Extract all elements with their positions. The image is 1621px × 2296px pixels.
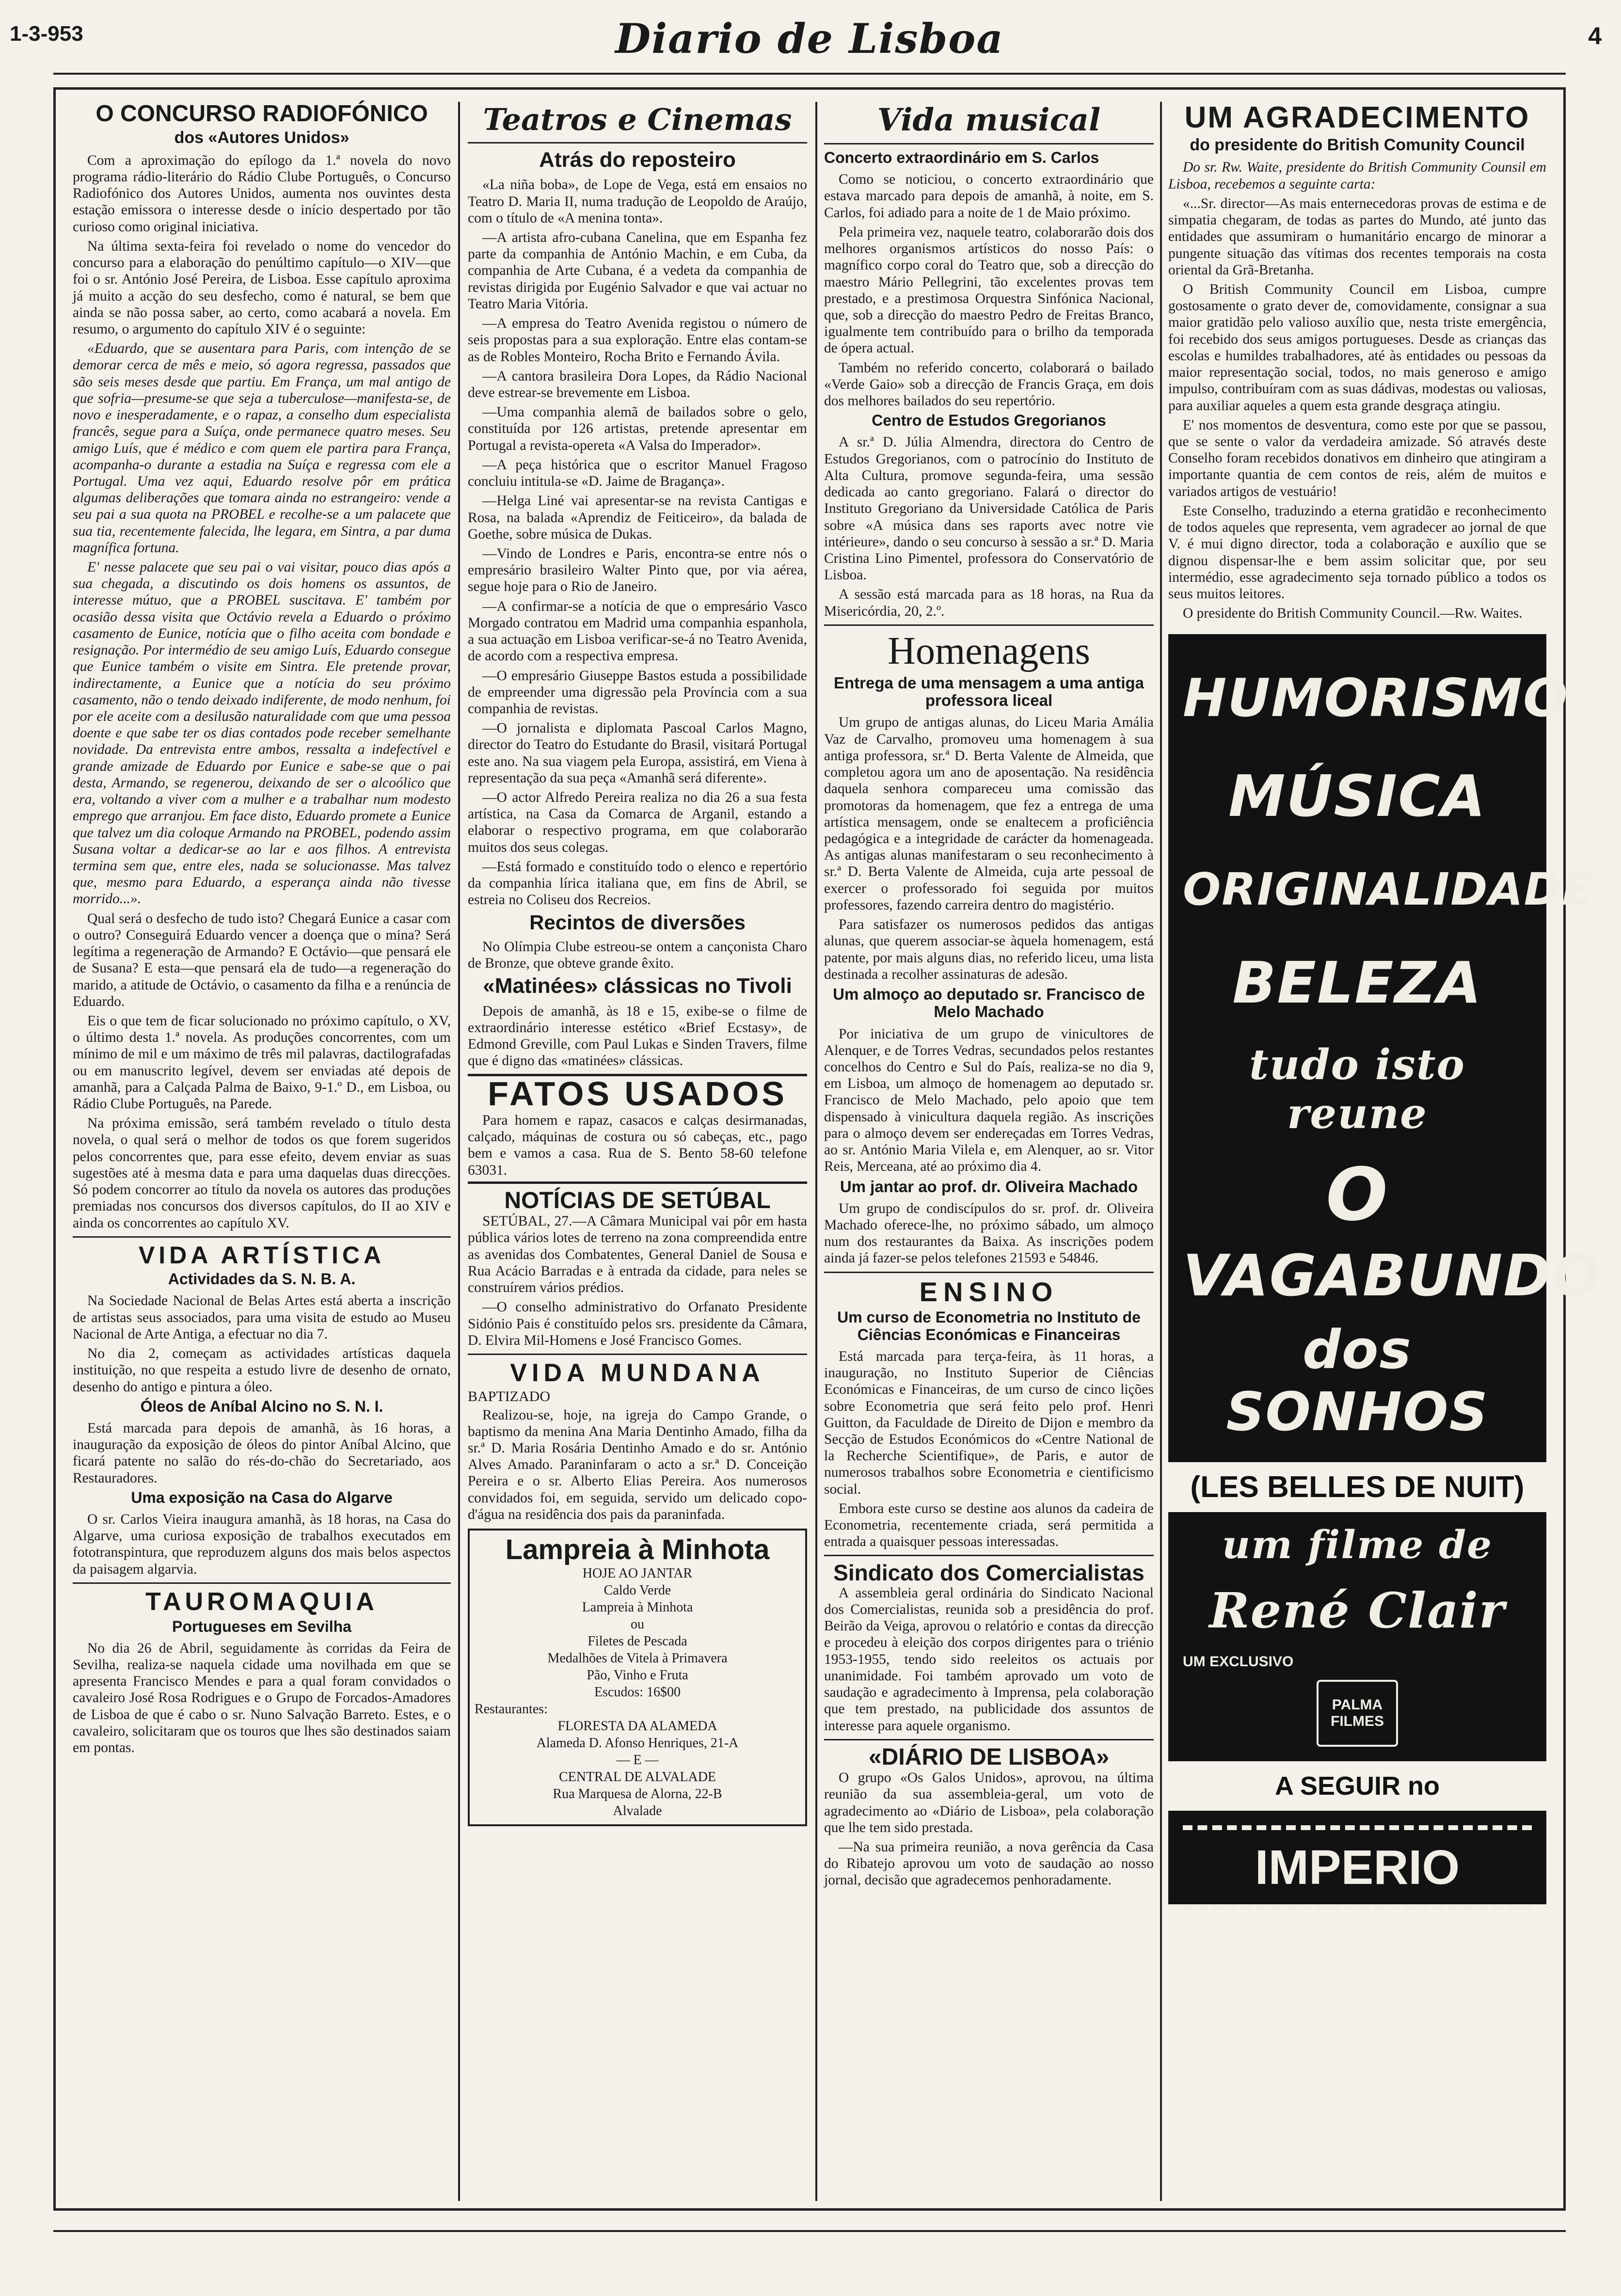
article-paragraph: Também no referido concerto, colaborará o bailado «Verde Gaio» sob a direcção de Francis Graça, em dois dos melhores bailados do seu repertório. [824, 360, 1154, 409]
article-paragraph: Na última sexta-feira foi revelado o nome do vencedor do concurso para a elaboração do penúltimo capítulo—o XIV—que foi o sr. António José Pereira, de Lisboa. Esse capítulo aproxima já muito a acção do seu desfecho, como é natural, se bem que ainda se não possa saber, ao certo, como acabará a novela. Em resumo, o argumento do capítulo XIV é o seguinte: [73, 238, 451, 337]
ad-line: Pão, Vinho e Fruta [587, 1668, 688, 1683]
ad-sonhos: dos SONHOS [1226, 1319, 1489, 1443]
section-divider [824, 1555, 1154, 1556]
ad-a-seguir: A SEGUIR no [1168, 1761, 1546, 1811]
concurso-title: O CONCURSO RADIOFÓNICO [95, 101, 428, 127]
column-divider [1160, 102, 1162, 2201]
article-paragraph: A assembleia geral ordinária do Sindicato Nacional dos Comercialistas, reunida sob a presidência do prof. Beirão da Veiga, aprovou o relatório e contas da direcção e procedeu à eleição dos corpos dirigentes para o triénio 1953-1955, tendo sido reeleitos os actuais por unanimidade. Foi também aprovado um voto de saudação e agradecimento à Imprensa, pela colaboração que tem prestado, na publicidade dos assuntos de interesse para aquele organismo. [824, 1585, 1154, 1734]
article-paragraph: —A empresa do Teatro Avenida registou o número de seis propostas para a sua exploração. Entre elas contam-se as de Robles Monteiro, Rocha Brito e Fernando Ávila. [468, 316, 807, 365]
teatros-title: Teatros e Cinemas [483, 102, 792, 137]
article-paragraph: «...Sr. director—As mais enternecedoras provas de estima e de simpatia chegaram, de todas as partes do Mundo, até junto das entidades que assumiram o humanitário encargo de minorar a pungente situação das vítimas dos recentes temporais na costa oriental da Grã-Bretanha. [1168, 195, 1546, 278]
ad-line: Escudos: 16$00 [594, 1685, 681, 1700]
ad-line: Alvalade [613, 1803, 662, 1818]
section-divider [824, 1272, 1154, 1273]
article-paragraph: —O actor Alfredo Pereira realiza no dia 26 a sua festa artística, na Casa da Comarca de Arganil, estando a elaborar o respectivo programa, em que colaborarão muitos dos seus colegas. [468, 790, 807, 855]
article-subtitle: Concerto extraordinário em S. Carlos [824, 149, 1099, 166]
section-divider [73, 1582, 451, 1584]
article-subtitle: Óleos de Aníbal Alcino no S. N. I. [140, 1397, 383, 1415]
column-2 [468, 102, 807, 2201]
ad-exclusivo: UM EXCLUSIVO [1183, 1654, 1294, 1670]
ad-line: Restaurantes: [475, 1702, 548, 1717]
article-paragraph: —O empresário Giuseppe Bastos estuda a possibilidade de empreender uma digressão pela Província com a sua companhia de revistas. [468, 668, 807, 717]
article-paragraph: Um grupo de antigas alunas, do Liceu Maria Amália Vaz de Carvalho, promoveu uma homenagem à sua antiga professora, sr.ª D. Berta Valente de Almeida, que completou agora um ano de aposentação. Na residência daquela senhora compareceu uma comissão das promotoras da homenagem, que fez a entrega de uma artística mensagem, onde se enaltecem a proficiência pedagógica e a integridade de carácter da homenageada. As antigas alunas manifestaram o seu reconhecimento à sr.ª D. Berta Valente de Almeida, cuja arte pessoal de exercer o professorado foi seguida por muitos professores, fazendo carreira dentro do magistério. [824, 715, 1154, 913]
article-subtitle: do presidente do British Comunity Council [1190, 136, 1525, 155]
article-subtitle: Atrás do reposteiro [539, 148, 736, 172]
lampreia-ad [468, 1529, 807, 1826]
section-divider [73, 1236, 451, 1238]
article-subtitle: Actividades da S. N. B. A. [168, 1270, 356, 1288]
masthead-title: Diario de Lisboa [615, 15, 1004, 63]
article-paragraph: No dia 26 de Abril, seguidamente às corridas da Feira de Sevilha, realiza-se naquela cidade uma novilhada em que se apresenta Francisco Mendes e para a qual foram convidados o cavaleiro José Rosa Rodrigues e o Grupo de Forcados-Amadores de Lisboa de que é cabo o sr. Nuno Salvação Barreto. Estes, e o cavaleiro, solicitaram que os touros que lhes são destinados saiam em pontas. [73, 1640, 451, 1755]
section-divider [824, 143, 1154, 144]
article-paragraph: Para satisfazer os numerosos pedidos das antigas alunas, que querem associar-se àquela homenagem, está patente, por mais alguns dias, no referido liceu, uma lista destinada a recolher assinaturas de adesão. [824, 917, 1154, 982]
column-3 [824, 102, 1154, 2201]
article-paragraph: «La niña boba», de Lope de Vega, está em ensaios no Teatro D. Maria II, numa tradução de Leopoldo de Araújo, com o título de «A menina tonta». [468, 177, 807, 226]
ad-text: Para homem e rapaz, casacos e calças desirmanadas, calçado, máquinas de costura ou só cabeças, etc., pago bem e vamos a casa. Rua de S. Bento 58-60 telefone 63031. [468, 1112, 807, 1178]
article-subtitle: Um curso de Econometria no Instituto de Ciências Económicas e Financeiras [837, 1308, 1141, 1343]
ad-line: HOJE AO JANTAR [582, 1566, 693, 1581]
ad-musica: MÚSICA [1228, 763, 1487, 830]
top-rule [53, 73, 1566, 75]
article-paragraph: Como se noticiou, o concerto extraordinário que estava marcado para depois de amanhã, à noite, em S. Carlos, foi adiado para a noite de 1 de Maio próximo. [824, 172, 1154, 221]
article-intro: Do sr. Rw. Waite, presidente do British Community Counsil em Lisboa, recebemos a seguinte carta: [1168, 159, 1546, 192]
ensino-title: ENSINO [919, 1276, 1059, 1307]
ad-line: Rua Marquesa de Alorna, 22-B [553, 1786, 722, 1802]
column-4 [1168, 101, 1602, 2201]
tauromaquia-title: TAUROMAQUIA [145, 1587, 378, 1616]
article-paragraph: Está marcada para terça-feira, às 11 horas, a inauguração, no Instituto Superior de Ciências Económicas e Financeiras, de um curso de cinco lições sobre Econometria que será feito pelo prof. Henri Guitton, da Faculdade de Direito de Dijon e membro da Secção de Estudos Económicos do «Centre National de la Recherche Scientifique», de Paris, e autor de numerosos trabalhos sobre Econometria e cientificismo social. [824, 1348, 1154, 1497]
ad-line: Caldo Verde [604, 1583, 671, 1598]
ad-line: ou [631, 1617, 644, 1632]
ad-originalidade: ORIGINALIDADE [1183, 863, 1593, 916]
agradecimento-title: UM AGRADECIMENTO [1184, 101, 1530, 134]
ad-line: Filetes de Pescada [588, 1634, 687, 1649]
article-paragraph: —Está formado e constituído todo o elenco e repertório da companhia lírica italiana que, em fins de Abril, se estreia no Coliseu dos Recreios. [468, 859, 807, 908]
article-paragraph: Qual será o desfecho de tudo isto? Chegará Eunice a casar com o outro? Conseguirá Eduardo vencer a doença que o mina? Será legítima a regeneração de Armando? E Octávio—que pensará ele de Susana? E esta—que pensará ela de tudo—a regeneração do marido, a atitude de Octávio, o casamento da filha e a renúncia de Eduardo. [73, 910, 451, 1009]
ad-line: FLORESTA DA ALAMEDA [557, 1719, 717, 1734]
article-paragraph: No Olímpia Clube estreou-se ontem a cançonista Charo de Bronze, que obteve grande êxito. [468, 939, 807, 971]
ad-line: — E — [616, 1753, 659, 1768]
article-paragraph: Está marcada para depois de amanhã, às 16 horas, a inauguração da exposição de óleos do pintor Aníbal Alcino, que ficará patente no salão do rés-do-chão do Secretariado, aos Restauradores. [73, 1420, 451, 1486]
article-paragraph: O British Community Council em Lisboa, cumpre gostosamente o grato dever de, comovidamente, consignar a sua maior gratidão pelo valioso auxílio que, nesta triste emergência, foi recebido dos seus amigos portugueses. Desde as crianças das escolas e humildes trabalhadores, até às entidades ou pessoas da maior representação social, todos, no mais generoso e amigo impulso, contribuíram com as suas dádivas, modestas ou valiosas, para auxiliar aqueles a quem esta grande desgraça atingiu. [1168, 282, 1546, 414]
ad-o: O [1326, 1153, 1389, 1238]
dl-title: «DIÁRIO DE LISBOA» [868, 1744, 1110, 1770]
ad-line: CENTRAL DE ALVALADE [558, 1770, 716, 1785]
article-subtitle: Recintos de diversões [529, 910, 746, 934]
article-paragraph: O presidente do British Community Council.—Rw. Waites. [1183, 606, 1523, 622]
ad-humorismo: HUMORISMO [1183, 668, 1569, 729]
article-paragraph: Na Sociedade Nacional de Belas Artes está aberta a inscrição de artistas seus associados, para uma visita de estudo ao Museu Nacional de Arte Antiga, a efectuar no dia 7. [73, 1293, 451, 1342]
article-paragraph: Embora este curso se destine aos alunos da cadeira de Econometria, recentemente criada, será permitida a entrada a quaisquer pessoas interessadas. [824, 1500, 1154, 1550]
article-paragraph: Um grupo de condiscípulos do sr. prof. dr. Oliveira Machado oferece-lhe, no próximo sábado, um almoço num dos restaurantes da Baixa. As inscrições podem ainda já fazer-se pelos telefones 21593 e 54846. [824, 1200, 1154, 1266]
article-paragraph: —O conselho administrativo do Orfanato Presidente Sidónio Pais é constituído pelos srs. presidente da Câmara, D. Elvira Mil-Homens e José Francisco Gomes. [468, 1299, 807, 1348]
article-paragraph: O sr. Carlos Vieira inaugura amanhã, às 18 horas, na Casa do Algarve, uma curiosa exposição de trabalhos executados em fototranspintura, que reproduzem alguns dos mais belos aspectos da paisagem algarvia. [73, 1512, 451, 1577]
column-1 [73, 102, 451, 2201]
ad-line: Alameda D. Afonso Henriques, 21-A [536, 1736, 739, 1751]
article-paragraph: O grupo «Os Galos Unidos», aprovou, na última reunião da sua assembleia-geral, um voto de agradecimento ao «Diário de Lisboa», pela colaboração que lhe tem sido prestada. [824, 1770, 1154, 1835]
article-paragraph: —A peça histórica que o escritor Manuel Fragoso concluiu intitula-se «D. Jaime de Bragança». [468, 457, 807, 490]
article-subtitle: Portugueses em Sevilha [172, 1617, 351, 1635]
article-paragraph: No dia 2, começam as actividades artísticas daquela instituição, no que respeita a estudo livre de desenho de ornato, desenho do antigo e pintura a óleo. [73, 1346, 451, 1395]
article-subtitle: Um almoço ao deputado sr. Francisco de Melo Machado [833, 985, 1145, 1021]
bottom-rule [53, 2230, 1566, 2232]
concurso-subtitle: dos «Autores Unidos» [174, 128, 350, 147]
fatos-title: FATOS USADOS [488, 1075, 787, 1113]
article-paragraph: Realizou-se, hoje, na igreja do Campo Grande, o baptismo da menina Ana Maria Dentinho Amado, filha da sr.ª D. Maria Rosária Dentinho Amado e do sr. António Alves Amado. Paraninfaram o acto a sr.ª D. Conceição Pereira e o sr. Alberto Elias Pereira. Aos numerosos convidados foi, em seguida, servido um delicado copo-d'água na residência dos pais da paraninfada. [468, 1407, 807, 1522]
article-paragraph: —A confirmar-se a notícia de que o empresário Vasco Morgado contratou em Madrid uma companhia espanhola, a sua actuação em Lisboa verificar-se-á no Teatro Avenida, de acordo com a respectiva empresa. [468, 598, 807, 664]
article-paragraph: Com a aproximação do epílogo da 1.ª novela do novo programa rádio-literário do Rádio Clube Português, o Concurso Radiofónico dos Autores Unidos, aumenta nos ouvintes desta estação emissora o interesse desde o início despertado por tão curioso como original iniciativa. [73, 152, 451, 235]
article-paragraph: —Vindo de Londres e Paris, encontra-se entre nós o empresário brasileiro Walter Pinto que, por via aérea, segue hoje para o Rio de Janeiro. [468, 545, 807, 595]
article-paragraph: —O jornalista e diplomata Pascoal Carlos Magno, director do Teatro do Estudante do Brasil, visitará Portugal este ano. Na sua viagem pela Europa, assistirá, em Viena à representação da sua peça «Amanhã será diferente». [468, 720, 807, 786]
section-divider [468, 1354, 807, 1355]
lampreia-title: Lampreia à Minhota [505, 1534, 770, 1566]
page-number: 4 [1588, 22, 1602, 49]
ad-imperio: IMPERIO [1183, 1825, 1532, 1910]
article-paragraph: Eis o que tem de ficar solucionado no próximo capítulo, o XV, o último desta 1.ª novela. As produções concorrentes, com um mínimo de mil e um máximo de três mil palavras, dactilografadas ou em manuscrito legível, devem ser enviadas até depois de amanhã, para a Calçada Palma de Baixo, 9-1.º D., em Lisboa, ou Rádio Clube Português, na Parede. [73, 1013, 451, 1112]
article-paragraph: A sessão está marcada para as 18 horas, na Rua da Misericórdia, 20, 2.º. [824, 587, 1154, 619]
article-subtitle: Centro de Estudos Gregorianos [872, 412, 1106, 430]
article-paragraph: SETÚBAL, 27.—A Câmara Municipal vai pôr em hasta pública vários lotes de terreno na zona compreendida entre as avenidas dos Combatentes, General Daniel de Sousa e Rua Acácio Barradas e à entrada da cidade, para neles se construírem vários prédios. [468, 1213, 807, 1296]
article-paragraph: Pela primeira vez, naquele teatro, colaborarão dois dos melhores organismos artísticos do nosso País: o magnífico corpo coral do Teatro que, sob a direcção do maestro Mário Pellegrini, tão excelentes provas tem prestado, e a prestimosa Orquestra Sinfónica Nacional, que, sob a direcção do maestro Pedro de Freitas Branco, igualmente tem contribuído para o brilho da temporada de ópera actual. [824, 224, 1154, 356]
article-paragraph: Na próxima emissão, será também revelado o título desta novela, o qual será o melhor de todos os que forem sugeridos pelos concorrentes que, para esse efeito, devem enviar as suas sugestões até à mesma data e para uma daquelas duas direcções. Só podem concorrer ao título da novela os autores das produções premiadas nos concursos dos diversos capítulos, do II ao XIV e ainda os concorrentes ao capítulo XV. [73, 1116, 451, 1231]
article-paragraph: «Eduardo, que se ausentara para Paris, com intenção de se demorar cerca de mês e meio, só agora regressa, passados que são seis meses desde que partiu. Em França, um mal antigo de que sofria—presume-se que seja a tuberculose—manifesta-se, de novo e inesperadamente, e o rapaz, a conselho dum especialista francês, segue para a Suíça, onde permanece quatro meses. Seu amigo Luís, que é médico e com quem ele partira para França, acompanha-o durante a estadia na Suíça e regressa com ele a Portugal. Uma vez aqui, Eduardo resolve pôr em prática algumas deliberações que tomara ainda no estrangeiro: vende a seu pai a sua quota na PROBEL e recolhe-se a um palacete que sua tia, recentemente falecida, lhe legara, em Sintra, a par duma magnífica fortuna. [73, 341, 451, 556]
article-paragraph: —Helga Liné vai apresentar-se na revista Cantigas e Rosa, na balada «Aprendiz de Feiticeiro», da balada de Goethe, sobre música de Dukas. [468, 493, 807, 542]
article-paragraph: —Na sua primeira reunião, a nova gerência da Casa do Ribatejo aprovou um voto de saudação ao nosso jornal, decisão que agradecemos penhoradamente. [824, 1839, 1154, 1888]
ad-line: Lampreia à Minhota [582, 1600, 693, 1615]
article-paragraph: Este Conselho, traduzindo a eterna gratidão e reconhecimento de todos aqueles que representa, vem agradecer ao jornal de que V. é mui digno director, toda a colaboração e auxílio que se dignou dispensar-lhe e bem assim solicitar que, por seu intermédio, esse agradecimento seja tornado público a todos os seus muitos leitores. [1168, 503, 1546, 602]
homenagens-title: Homenagens [888, 629, 1090, 672]
article-paragraph: —Uma companhia alemã de bailados sobre o gelo, constituída por 126 artistas, pretende apresentar em Portugal a revista-opereta «A Valsa do Imperador». [468, 404, 807, 453]
ad-beleza: BELEZA [1232, 949, 1482, 1017]
article-paragraph: Depois de amanhã, às 18 e 15, exibe-se o filme de extraordinário interesse estético «Brief Ecstasy», de Edmond Greville, com Paul Lukas e Sinden Travers, filme que é digno das «matinées» clássicas. [468, 1003, 807, 1069]
ad-um-filme: um filme de [1222, 1522, 1493, 1568]
section-divider [468, 142, 807, 144]
section-divider [824, 624, 1154, 626]
article-paragraph: E' nesse palacete que seu pai o vai visitar, pouco dias após a sua chegada, a discutindo os dois homens os assuntos, de interesse mútuo, que a PROBEL suscitava. E' também por ocasião dessa visita que Octávio revela a Eduardo o próximo casamento de Eunice, notícia que o filho aceita com bondade e resignação. Por intermédio de seu amigo Luís, Eduardo consegue que Eunice também o visite em Sintra. Ele pretende provar, indirectamente, a Eunice que a notícia do seu próximo casamento, não o tendo deixado indiferente, de modo nenhum, foi por ele aceite com a desilusão naturalidade com que uma pessoa doente e que sabe ter os dias contados pode receber semelhante novidade. Da entrevista entre ambos, ressalta a indefectível e grande amizade de Eduardo por Eunice e sabe-se que o pai desta, Armando, se regenerou, deixando de ser o alcoólico que era, voltando a viver com a mulher e a trabalhar num modesto emprego que arranjou. Em face disto, Eduardo promete a Eunice que talvez um dia coloque Armando na PROBEL, podendo assim Susana voltar a dedicar-se ao lar e aos filhos. A entrevista termina sem que, entre eles, nada se solucionasse. Mas talvez que, mesmo para Eduardo, a esperança ainda não tivesse morrido...». [73, 559, 451, 907]
article-paragraph: —A cantora brasileira Dora Lopes, da Rádio Nacional deve estrear-se brevemente em Lisboa. [468, 368, 807, 401]
article-subtitle: Entrega de uma mensagem a uma antiga professora liceal [833, 673, 1144, 710]
article-paragraph: Por iniciativa de um grupo de vinicultores de Alenquer, e de Torres Vedras, secundados pelos restantes concelhos do Centro e Sul do País, realiza-se no dia 9, em Lisboa, um almoço de homenagem ao deputado sr. Francisco de Melo Machado, pelo apoio que tem dispensado à vinicultura daquela região. As inscrições para o almoço devem ser endereçadas em Torres Vedras, ao sr. António Maria Vilela e, em Alenquer, ao sr. Vitor Reis, Merceana, até ao próximo dia 4. [824, 1026, 1154, 1175]
palma-filmes-logo: PALMA FILMES [1317, 1680, 1398, 1747]
article-paragraph: E' nos momentos de desventura, como este por que se passou, que se sente o valor da verdadeira amizade. Só através deste Conselho foram recebidos donativos em dinheiro que atingiram a importante quantia de cem contos de reis, além de muitos e variados artigos de vestuário! [1168, 417, 1546, 499]
setubal-title: NOTÍCIAS DE SETÚBAL [504, 1187, 771, 1213]
fatos-ad [468, 1074, 807, 1183]
article-paragraph: A sr.ª D. Júlia Almendra, directora do Centro de Estudos Gregorianos, com o patrocínio do Instituto de Alta Cultura, promove segunda-feira, uma sessão dedicada ao canto gregoriano. Falará o director do Instituto Gregoriano da Universidade Católica de Paris sobre «A música dans ses raports avec notre vie intérieure», dando o seu concurso à sessão a sr.ª D. Maria Cristina Lino Pimentel, professora do Conservatório de Lisboa. [824, 434, 1154, 583]
vida-musical-title: Vida musical [877, 102, 1101, 138]
article-paragraph: —A artista afro-cubana Canelina, que em Espanha fez parte da companhia de António Machin, e em Cuba, da companhia de Arte Cubana, é a vedeta da companhia de revistas dirigida por Eugénio Salvador e que vai actuar no Teatro Maria Vitória. [468, 230, 807, 312]
ad-vagabundo: VAGABUNDO [1183, 1242, 1602, 1309]
article-subtitle: BAPTIZADO [468, 1388, 550, 1404]
column-divider [458, 102, 460, 2201]
mundana-title: VIDA MUNDANA [510, 1358, 765, 1387]
article-subtitle: Uma exposição na Casa do Algarve [131, 1488, 393, 1506]
section-divider [824, 1739, 1154, 1740]
article-subtitle: «Matinées» clássicas no Tivoli [483, 974, 792, 998]
article-subtitle: Um jantar ao prof. dr. Oliveira Machado [840, 1177, 1138, 1196]
ad-line: Medalhões de Vitela à Primavera [547, 1651, 728, 1666]
vida-artistica-title: VIDA ARTÍSTICA [138, 1241, 385, 1269]
issue-date: 1-3-953 [10, 22, 83, 46]
film-ad [1168, 634, 1602, 1904]
ad-tudo: tudo isto reune [1249, 1040, 1465, 1139]
ad-director: René Clair [1209, 1582, 1506, 1640]
sindicato-title: Sindicato dos Comercialistas [833, 1560, 1144, 1586]
ad-original-title: (LES BELLES DE NUIT) [1168, 1462, 1546, 1512]
column-divider [815, 102, 817, 2201]
